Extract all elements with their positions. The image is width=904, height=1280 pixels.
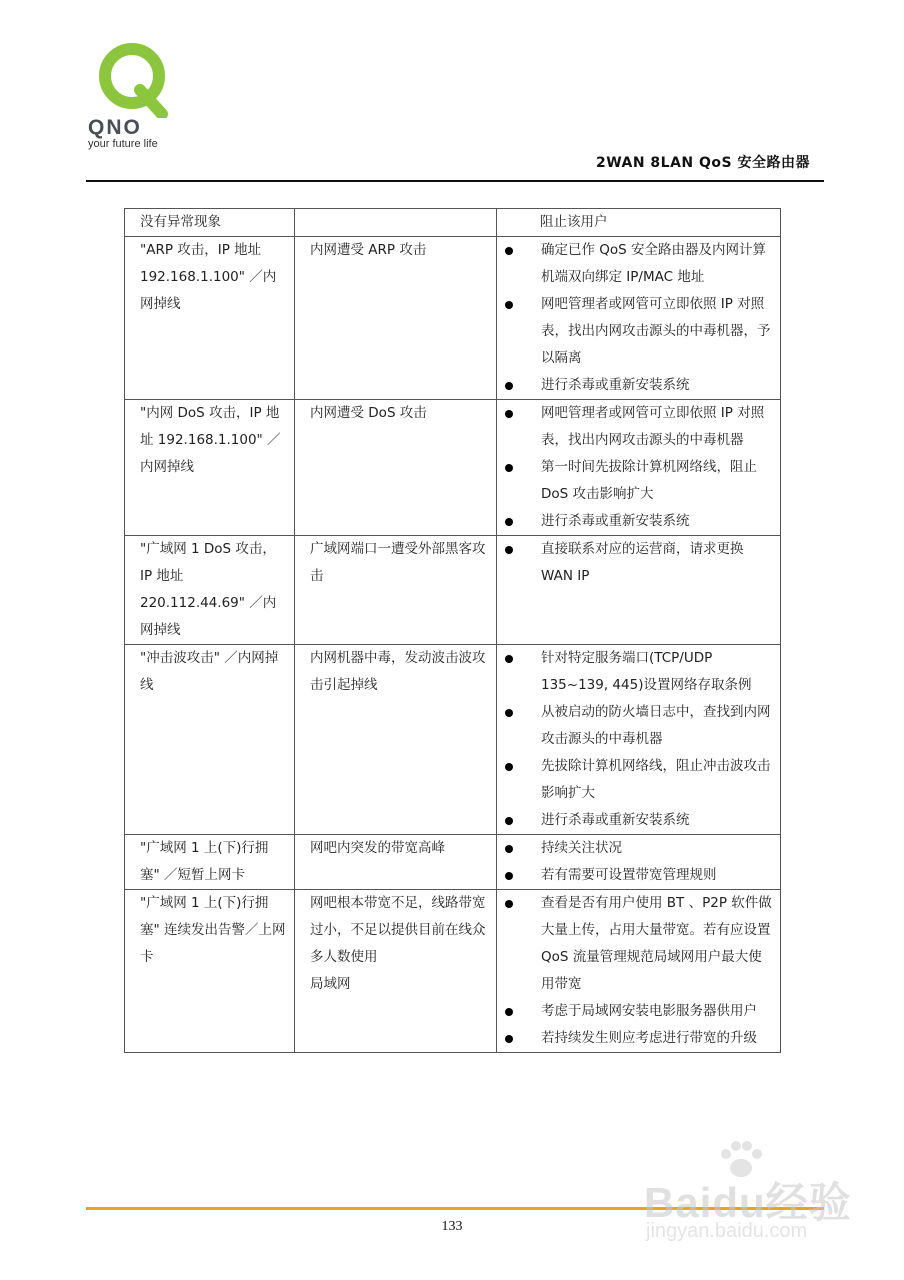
bullet-icon bbox=[505, 709, 513, 717]
action-cell bbox=[497, 237, 781, 400]
baidu-watermark bbox=[640, 1140, 870, 1260]
table-row bbox=[125, 835, 781, 890]
cause-text: 内网遭受 ARP 攻击 bbox=[310, 242, 427, 258]
cause-text: 网吧内突发的带宽高峰 bbox=[310, 840, 445, 856]
list-item: 第一时间先拔除计算机网络线，阻止 DoS 攻击影响扩大 bbox=[512, 454, 774, 508]
cause-cell bbox=[295, 890, 497, 1053]
brand-word: QNO bbox=[88, 116, 142, 139]
symptom-cell bbox=[125, 890, 295, 1053]
bullet-icon bbox=[505, 464, 513, 472]
action-text: 阻止该用户 bbox=[540, 214, 608, 230]
symptom-text: 没有异常现象 bbox=[140, 214, 221, 230]
list-item: 进行杀毒或重新安装系统 bbox=[512, 508, 774, 535]
symptom-cell bbox=[125, 209, 295, 237]
cause-cell bbox=[295, 645, 497, 835]
bullet-icon bbox=[505, 817, 513, 825]
bullet-icon bbox=[505, 763, 513, 771]
list-item: 网吧管理者或网管可立即依照 IP 对照表，找出内网攻击源头的中毒机器 bbox=[512, 400, 774, 454]
cause-text: 广域网端口一遭受外部黑客攻击 bbox=[310, 541, 486, 584]
list-item: 从被启动的防火墙日志中，查找到内网攻击源头的中毒机器 bbox=[512, 699, 774, 753]
list-item: 若有需要可设置带宽管理规则 bbox=[512, 862, 774, 889]
table-row bbox=[125, 400, 781, 536]
watermark-brand: Baidu经验 bbox=[644, 1179, 852, 1226]
bullet-icon bbox=[505, 1035, 513, 1043]
cause-text: 内网遭受 DoS 攻击 bbox=[310, 405, 427, 421]
action-cell bbox=[497, 209, 781, 237]
cause-cell bbox=[295, 237, 497, 400]
symptom-text: "冲击波攻击" ／内网掉线 bbox=[140, 650, 279, 693]
cause-cell bbox=[295, 400, 497, 536]
action-cell bbox=[497, 835, 781, 890]
cause-cell bbox=[295, 209, 497, 237]
symptom-text: "ARP 攻击，IP 地址 192.168.1.100" ／内网掉线 bbox=[140, 242, 277, 312]
symptom-cell bbox=[125, 536, 295, 645]
action-list bbox=[512, 536, 774, 590]
bullet-icon bbox=[505, 845, 513, 853]
action-cell bbox=[497, 400, 781, 536]
action-cell bbox=[497, 536, 781, 645]
list-item: 直接联系对应的运营商，请求更换 WAN IP bbox=[512, 536, 774, 590]
symptom-text: "广域网 1 上(下)行拥塞" 连续发出告警／上网卡 bbox=[140, 895, 286, 965]
symptom-text: "内网 DoS 攻击，IP 地址 192.168.1.100" ／内网掉线 bbox=[140, 405, 281, 475]
action-cell bbox=[497, 890, 781, 1053]
bullet-icon bbox=[505, 518, 513, 526]
tagline: your future life bbox=[88, 138, 158, 150]
table-row bbox=[125, 890, 781, 1053]
qno-logo-icon bbox=[96, 42, 170, 118]
list-item: 网吧管理者或网管可立即依照 IP 对照表，找出内网攻击源头的中毒机器，予以隔离 bbox=[512, 291, 774, 372]
list-item: 进行杀毒或重新安装系统 bbox=[512, 807, 774, 834]
action-list bbox=[512, 645, 774, 834]
action-list bbox=[512, 400, 774, 535]
cause-cell bbox=[295, 835, 497, 890]
cause-cell bbox=[295, 536, 497, 645]
list-item: 持续关注状况 bbox=[512, 835, 774, 862]
list-item: 进行杀毒或重新安装系统 bbox=[512, 372, 774, 399]
action-list bbox=[512, 835, 774, 889]
symptom-cell bbox=[125, 400, 295, 536]
symptom-cell bbox=[125, 645, 295, 835]
bullet-icon bbox=[505, 872, 513, 880]
symptom-text: "广域网 1 上(下)行拥塞" ／短暂上网卡 bbox=[140, 840, 269, 883]
cause-text: 网吧根本带宽不足，线路带宽过小，不足以提供目前在线众多人数使用 局域网 bbox=[310, 895, 486, 992]
table-row bbox=[125, 536, 781, 645]
list-item: 考虑于局域网安装电影服务器供用户 bbox=[512, 998, 774, 1025]
bullet-icon bbox=[505, 1008, 513, 1016]
header-divider bbox=[86, 180, 824, 182]
bullet-icon bbox=[505, 546, 513, 554]
bullet-icon bbox=[505, 410, 513, 418]
product-title: 2WAN 8LAN QoS 安全路由器 bbox=[595, 155, 810, 171]
symptom-cell bbox=[125, 835, 295, 890]
list-item: 确定已作 QoS 安全路由器及内网计算机端双向绑定 IP/MAC 地址 bbox=[512, 237, 774, 291]
table-row bbox=[125, 645, 781, 835]
bullet-icon bbox=[505, 247, 513, 255]
bullet-icon bbox=[505, 900, 513, 908]
bullet-icon bbox=[505, 301, 513, 309]
action-list bbox=[512, 237, 774, 399]
action-list bbox=[512, 890, 774, 1052]
page-number: 133 bbox=[441, 1219, 463, 1234]
list-item: 若持续发生则应考虑进行带宽的升级 bbox=[512, 1025, 774, 1052]
cause-text: 内网机器中毒，发动波击波攻击引起掉线 bbox=[310, 650, 486, 693]
table-row bbox=[125, 209, 781, 237]
troubleshooting-table bbox=[124, 208, 781, 1053]
watermark-url: jingyan.baidu.com bbox=[646, 1220, 808, 1242]
list-item: 查看是否有用户使用 BT 、P2P 软件做大量上传，占用大量带宽。若有应设置 QoS 流量管理规范局域网用户最大使用带宽 bbox=[512, 890, 774, 998]
list-item: 针对特定服务端口(TCP/UDP 135~139, 445)设置网络存取条例 bbox=[512, 645, 774, 699]
symptom-cell bbox=[125, 237, 295, 400]
table-row bbox=[125, 237, 781, 400]
bullet-icon bbox=[505, 655, 513, 663]
bullet-icon bbox=[505, 382, 513, 390]
symptom-text: "广域网 1 DoS 攻击，IP 地址 220.112.44.69" ／内网掉线 bbox=[140, 541, 277, 638]
list-item: 先拔除计算机网络线，阻止冲击波攻击影响扩大 bbox=[512, 753, 774, 807]
action-cell bbox=[497, 645, 781, 835]
